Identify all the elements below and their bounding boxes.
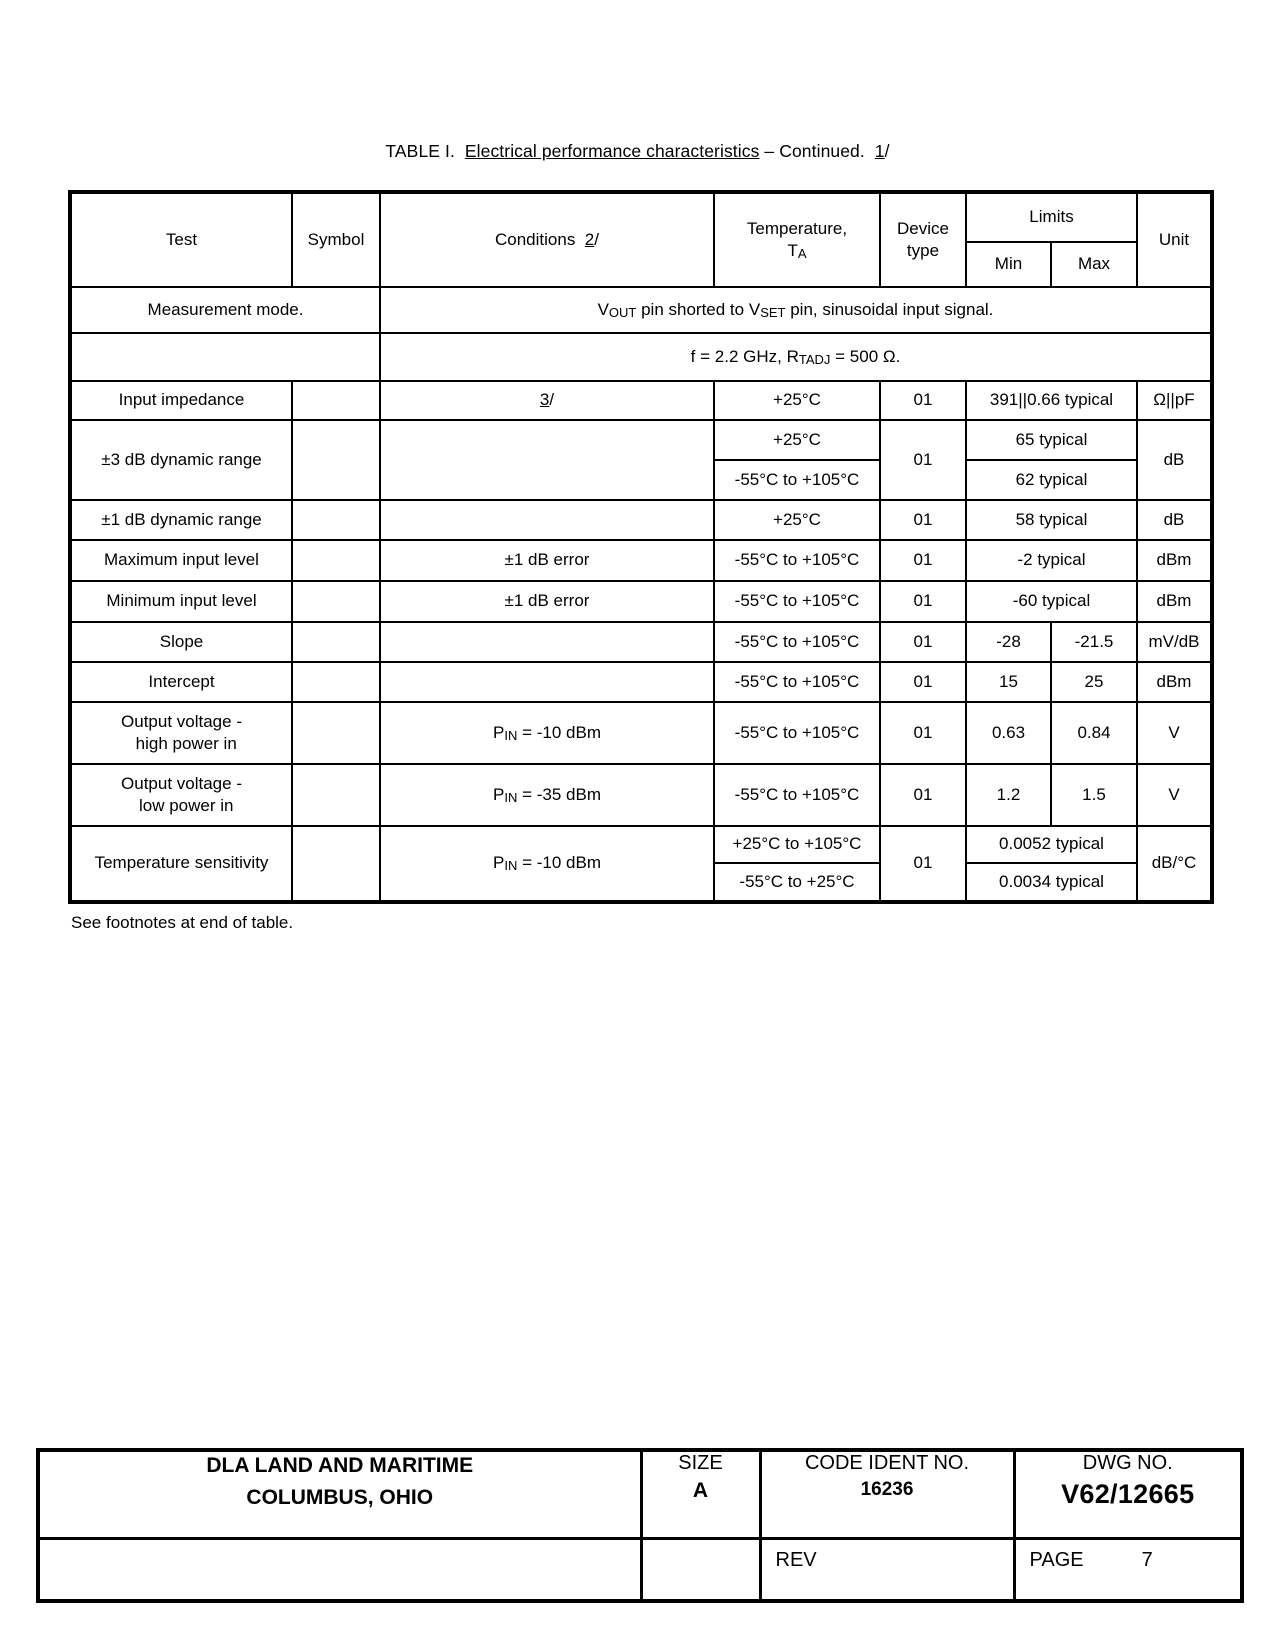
cell-dynamic-range-3db-temperature-2: -55°C to +105°C <box>714 460 880 500</box>
dwg-label: DWG NO. <box>1082 1452 1173 1474</box>
cell-slope-max: -21.5 <box>1051 622 1137 662</box>
cell-maximum-input-level-symbol <box>292 540 380 581</box>
cell-output-voltage-low-device-type: 01 <box>880 764 966 826</box>
cell-output-voltage-high-min: 0.63 <box>966 702 1051 764</box>
row-measurement-mode <box>70 287 1212 333</box>
col-header-temperature: Temperature, $T_A$ <box>714 192 880 287</box>
cell-minimum-input-level-temperature: -55°C to +105°C <box>714 581 880 622</box>
cell-output-voltage-high-conditions: $P_{IN} = -10$ dBm <box>380 702 714 764</box>
org-city: COLUMBUS, OHIO <box>246 1486 434 1510</box>
cell-maximum-input-level-unit: dBm <box>1137 540 1212 581</box>
row-maximum-input-level <box>70 540 1212 581</box>
row-dynamic-range-3db <box>70 420 1212 460</box>
cell-output-voltage-low-temperature: -55°C to +105°C <box>714 764 880 826</box>
size-bottom-cell <box>641 1538 760 1601</box>
cell-input-impedance-test: Input impedance <box>70 381 292 420</box>
cell-dynamic-range-3db-limits-2: 62 typical <box>966 460 1137 500</box>
size-label: SIZE <box>678 1452 723 1474</box>
cell-slope-test: Slope <box>70 622 292 662</box>
cell-minimum-input-level-test: Minimum input level <box>70 581 292 622</box>
cell-dynamic-range-1db-symbol <box>292 500 380 540</box>
title-block-row-bottom <box>38 1538 1242 1601</box>
cell-intercept-temperature: -55°C to +105°C <box>714 662 880 702</box>
col-header-unit: Unit <box>1137 192 1212 287</box>
cell-maximum-input-level-temperature: -55°C to +105°C <box>714 540 880 581</box>
cell-slope-temperature: -55°C to +105°C <box>714 622 880 662</box>
cell-temperature-sensitivity-unit: dB/°C <box>1137 826 1212 902</box>
cell-maximum-input-level-conditions: ±1 dB error <box>380 540 714 581</box>
cell-dynamic-range-3db-unit: dB <box>1137 420 1212 500</box>
cell-slope-symbol <box>292 622 380 662</box>
cell-output-voltage-high-unit: V <box>1137 702 1212 764</box>
code-ident-value: 16236 <box>860 1479 914 1500</box>
cell-dynamic-range-3db-temperature-1: +25°C <box>714 420 880 460</box>
cell-output-voltage-high-temperature: -55°C to +105°C <box>714 702 880 764</box>
cell-dynamic-range-3db-test: ±3 dB dynamic range <box>70 420 292 500</box>
cell-frequency-conditions: f = 2.2 GHz, $R_{TADJ} = 500$ Ω. <box>380 333 1212 381</box>
page-label: PAGE <box>1029 1548 1084 1571</box>
cell-dynamic-range-3db-limits-1: 65 typical <box>966 420 1137 460</box>
cell-temperature-sensitivity-test: Temperature sensitivity <box>70 826 292 902</box>
cell-temperature-sensitivity-temperature-1: +25°C to +105°C <box>714 826 880 863</box>
cell-intercept-symbol <box>292 662 380 702</box>
cell-temperature-sensitivity-limits-2: 0.0034 typical <box>966 863 1137 902</box>
title-block <box>36 1448 1244 1603</box>
row-slope <box>70 622 1212 662</box>
page-cell <box>1014 1538 1242 1601</box>
code-ident-label: CODE IDENT NO. <box>804 1452 970 1474</box>
dwg-cell <box>1014 1450 1242 1538</box>
row-dynamic-range-1db <box>70 500 1212 540</box>
cell-input-impedance-limits: 391||0.66 typical <box>966 381 1137 420</box>
footnote-note: See footnotes at end of table. <box>71 913 294 932</box>
cell-output-voltage-low-test: Output voltage - low power in <box>70 764 292 826</box>
row-minimum-input-level <box>70 581 1212 622</box>
cell-temperature-sensitivity-symbol <box>292 826 380 902</box>
cell-dynamic-range-3db-conditions <box>380 420 714 500</box>
cell-output-voltage-low-unit: V <box>1137 764 1212 826</box>
cell-output-voltage-low-min: 1.2 <box>966 764 1051 826</box>
col-header-symbol: Symbol <box>292 192 380 287</box>
electrical-characteristics-table <box>68 190 1214 904</box>
col-header-limits: Limits <box>966 192 1137 242</box>
cell-output-voltage-high-symbol <box>292 702 380 764</box>
cell-dynamic-range-1db-device-type: 01 <box>880 500 966 540</box>
cell-intercept-test: Intercept <box>70 662 292 702</box>
title-block-row-top <box>38 1450 1242 1538</box>
cell-input-impedance-temperature: +25°C <box>714 381 880 420</box>
cell-slope-conditions <box>380 622 714 662</box>
cell-input-impedance-symbol <box>292 381 380 420</box>
size-cell <box>641 1450 760 1538</box>
cell-minimum-input-level-unit: dBm <box>1137 581 1212 622</box>
row-frequency-condition <box>70 333 1212 381</box>
cell-input-impedance-unit: Ω||pF <box>1137 381 1212 420</box>
rev-label: REV <box>775 1548 817 1571</box>
page-title: TABLE I. Electrical performance characteristics – Continued. 1/ <box>385 141 890 161</box>
cell-temperature-sensitivity-device-type: 01 <box>880 826 966 902</box>
cell-output-voltage-high-test: Output voltage - high power in <box>70 702 292 764</box>
cell-maximum-input-level-device-type: 01 <box>880 540 966 581</box>
size-value: A <box>692 1479 709 1502</box>
col-header-device-type: Device type <box>880 192 966 287</box>
row-output-voltage-low <box>70 764 1212 826</box>
cell-maximum-input-level-test: Maximum input level <box>70 540 292 581</box>
signature-cell <box>38 1538 641 1601</box>
cell-output-voltage-low-conditions: $P_{IN} = -35$ dBm <box>380 764 714 826</box>
code-ident-cell <box>760 1450 1014 1538</box>
cell-input-impedance-conditions: 3/ <box>380 381 714 420</box>
cell-intercept-min: 15 <box>966 662 1051 702</box>
col-header-test: Test <box>70 192 292 287</box>
org-name: DLA LAND AND MARITIME <box>206 1454 474 1477</box>
cell-output-voltage-low-max: 1.5 <box>1051 764 1137 826</box>
cell-output-voltage-low-symbol <box>292 764 380 826</box>
col-header-conditions: Conditions 2/ <box>380 192 714 287</box>
cell-minimum-input-level-device-type: 01 <box>880 581 966 622</box>
row-temperature-sensitivity <box>70 826 1212 863</box>
cell-output-voltage-high-device-type: 01 <box>880 702 966 764</box>
cell-temperature-sensitivity-temperature-2: -55°C to +25°C <box>714 863 880 902</box>
header-row-1 <box>70 192 1212 242</box>
cell-dynamic-range-1db-temperature: +25°C <box>714 500 880 540</box>
col-header-min: Min <box>966 242 1051 287</box>
cell-output-voltage-high-max: 0.84 <box>1051 702 1137 764</box>
page-number: 7 <box>1141 1548 1153 1571</box>
cell-measurement-mode-label: Measurement mode. <box>70 287 380 333</box>
cell-minimum-input-level-conditions: ±1 dB error <box>380 581 714 622</box>
cell-frequency-blank <box>70 333 380 381</box>
cell-slope-min: -28 <box>966 622 1051 662</box>
col-header-max: Max <box>1051 242 1137 287</box>
cell-dynamic-range-1db-unit: dB <box>1137 500 1212 540</box>
cell-maximum-input-level-limits: -2 typical <box>966 540 1137 581</box>
org-cell <box>38 1450 641 1538</box>
cell-intercept-conditions <box>380 662 714 702</box>
cell-dynamic-range-1db-test: ±1 dB dynamic range <box>70 500 292 540</box>
rev-cell <box>760 1538 1014 1601</box>
cell-dynamic-range-1db-limits: 58 typical <box>966 500 1137 540</box>
cell-intercept-unit: dBm <box>1137 662 1212 702</box>
cell-input-impedance-device-type: 01 <box>880 381 966 420</box>
cell-dynamic-range-3db-symbol <box>292 420 380 500</box>
cell-measurement-mode-conditions: $V_{OUT}$ pin shorted to $V_{SET}$ pin, sinusoidal input signal. <box>380 287 1212 333</box>
row-intercept <box>70 662 1212 702</box>
cell-intercept-device-type: 01 <box>880 662 966 702</box>
cell-minimum-input-level-symbol <box>292 581 380 622</box>
cell-minimum-input-level-limits: -60 typical <box>966 581 1137 622</box>
cell-slope-unit: mV/dB <box>1137 622 1212 662</box>
dwg-value: V62/12665 <box>1061 1479 1195 1509</box>
cell-dynamic-range-1db-conditions <box>380 500 714 540</box>
cell-dynamic-range-3db-device-type: 01 <box>880 420 966 500</box>
cell-temperature-sensitivity-limits-1: 0.0052 typical <box>966 826 1137 863</box>
cell-intercept-max: 25 <box>1051 662 1137 702</box>
row-input-impedance <box>70 381 1212 420</box>
cell-slope-device-type: 01 <box>880 622 966 662</box>
row-output-voltage-high <box>70 702 1212 764</box>
cell-temperature-sensitivity-conditions: $P_{IN} = -10$ dBm <box>380 826 714 902</box>
